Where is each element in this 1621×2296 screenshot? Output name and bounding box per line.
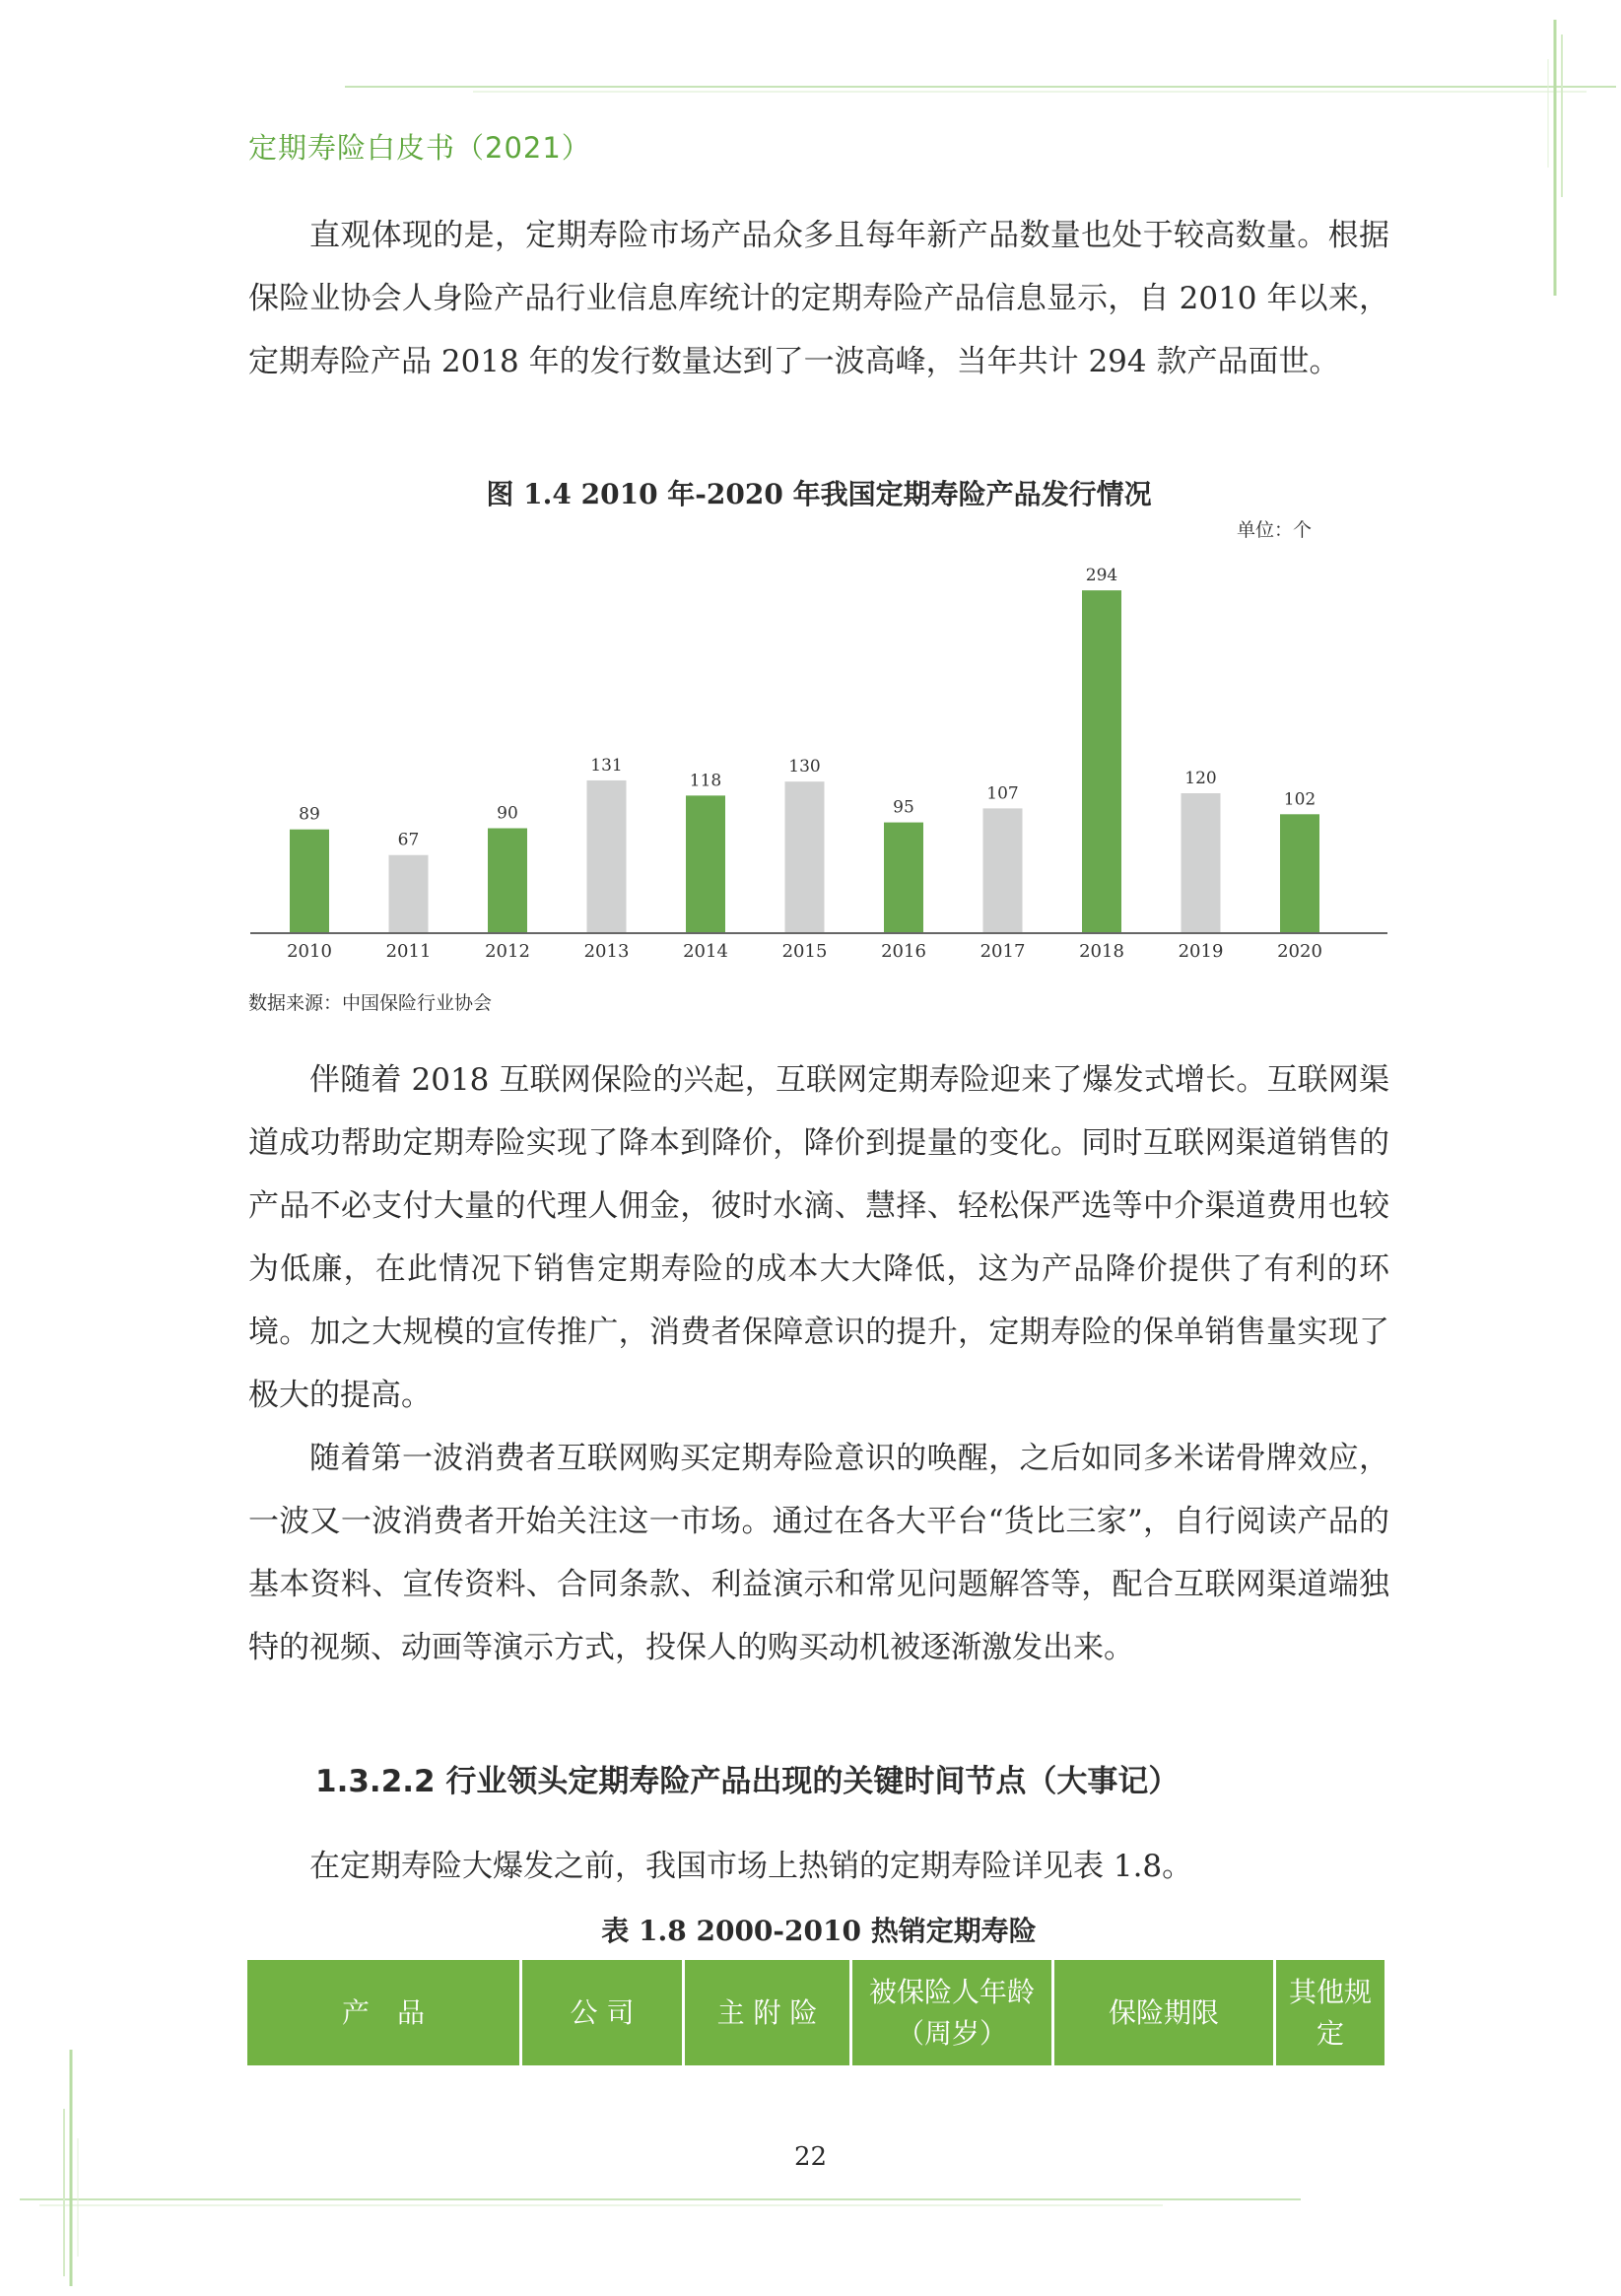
bar-2016 bbox=[884, 823, 923, 933]
value-label-2017: 107 bbox=[986, 783, 1019, 804]
tick-label-2018: 2018 bbox=[1079, 941, 1124, 962]
figure-title: 图 1.4 2010 年-2020 年我国定期寿险产品发行情况 bbox=[486, 478, 1152, 510]
bar-2010 bbox=[290, 830, 329, 933]
header-company: 公 司 bbox=[521, 1959, 684, 2067]
table-title: 表 1.8 2000-2010 热销定期寿险 bbox=[601, 1915, 1037, 1947]
data-source: 数据来源：中国保险行业协会 bbox=[248, 992, 493, 1014]
value-label-2018: 294 bbox=[1085, 566, 1118, 586]
header-main-rider: 主 附 险 bbox=[684, 1959, 851, 2067]
bar-2013 bbox=[587, 780, 627, 933]
paragraph-3: 随着第一波消费者互联网购买定期寿险意识的唤醒，之后如同多米诺骨牌效应，一波又一波消费者开始关注这一市场。通过在各大平台“货比三家”，自行阅读产品的基本资料、宣传资料、合同条款、利益演示和常见问题解答等，配合互联网渠道端独特的视频、动画等演示方式，投保人的购买动机被逐渐激发出来。 bbox=[248, 1441, 1389, 1665]
value-label-2010: 89 bbox=[299, 804, 320, 825]
paragraph-2: 伴随着 2018 互联网保险的兴起，互联网定期寿险迎来了爆发式增长。互联网渠道成功帮助定期寿险实现了降本到降价，降价到提量的变化。同时互联网渠道销售的产品不必支付大量的代理人佣金，彼时水滴、慧择、轻松保严选等中介渠道费用也较为低廉，在此情况下销售定期寿险的成本大大降低，这为产品降价提供了有利的环境。加之大规模的宣传推广，消费者保障意识的提升，定期寿险的保单销售量实现了极大的提高。 bbox=[248, 1062, 1389, 1413]
value-label-2012: 90 bbox=[497, 803, 518, 824]
header-insured-age: 被保险人年龄（周岁） bbox=[851, 1959, 1053, 2067]
tick-label-2014: 2014 bbox=[683, 941, 728, 962]
bar-2011 bbox=[389, 855, 429, 933]
bar-chart bbox=[246, 552, 1389, 966]
tick-label-2020: 2020 bbox=[1277, 941, 1322, 962]
tick-label-2015: 2015 bbox=[781, 941, 828, 962]
tick-label-2019: 2019 bbox=[1178, 941, 1224, 962]
header-product: 产 品 bbox=[246, 1959, 521, 2067]
bar-2012 bbox=[488, 829, 527, 934]
tick-label-2017: 2017 bbox=[979, 941, 1026, 962]
bar-2020 bbox=[1280, 814, 1319, 933]
table-header-row bbox=[246, 1959, 1386, 2067]
tick-label-2012: 2012 bbox=[485, 941, 530, 962]
header-term: 保险期限 bbox=[1053, 1959, 1275, 2067]
paragraph-1: 直观体现的是，定期寿险市场产品众多且每年新产品数量也处于较高数量。根据保险业协会人身险产品行业信息库统计的定期寿险产品信息显示，自 2010 年以来，定期寿险产品 2018 年的发行数量达到了一波高峰，当年共计 294 款产品面世。 bbox=[248, 218, 1389, 379]
value-label-2016: 95 bbox=[893, 797, 914, 818]
header-other-rules: 其他规定 bbox=[1275, 1959, 1386, 2067]
value-label-2013: 131 bbox=[590, 755, 623, 776]
value-label-2011: 67 bbox=[397, 830, 420, 850]
tick-label-2013: 2013 bbox=[583, 941, 630, 962]
running-header: 定期寿险白皮书（2021） bbox=[248, 131, 591, 165]
bar-2019 bbox=[1182, 793, 1221, 933]
value-label-2020: 102 bbox=[1283, 789, 1317, 810]
tick-label-2011: 2011 bbox=[385, 941, 432, 962]
paragraph-4: 在定期寿险大爆发之前，我国市场上热销的定期寿险详见表 1.8。 bbox=[309, 1849, 1193, 1884]
page-number: 22 bbox=[793, 2142, 828, 2172]
bar-2017 bbox=[983, 808, 1023, 933]
chart-unit-label: 单位：个 bbox=[1237, 519, 1313, 541]
bar-2015 bbox=[785, 781, 825, 933]
value-label-2014: 118 bbox=[689, 771, 722, 791]
value-label-2015: 130 bbox=[788, 757, 821, 777]
hot-term-life-table bbox=[244, 1957, 1387, 2068]
section-heading: 1.3.2.2 行业领头定期寿险产品出现的关键时间节点（大事记） bbox=[315, 1764, 1180, 1799]
tick-label-2010: 2010 bbox=[287, 941, 332, 962]
bar-2018 bbox=[1082, 590, 1121, 933]
tick-label-2016: 2016 bbox=[881, 941, 926, 962]
bottom-decoration bbox=[0, 2050, 1621, 2296]
value-label-2019: 120 bbox=[1184, 769, 1217, 788]
bar-2014 bbox=[686, 795, 725, 933]
